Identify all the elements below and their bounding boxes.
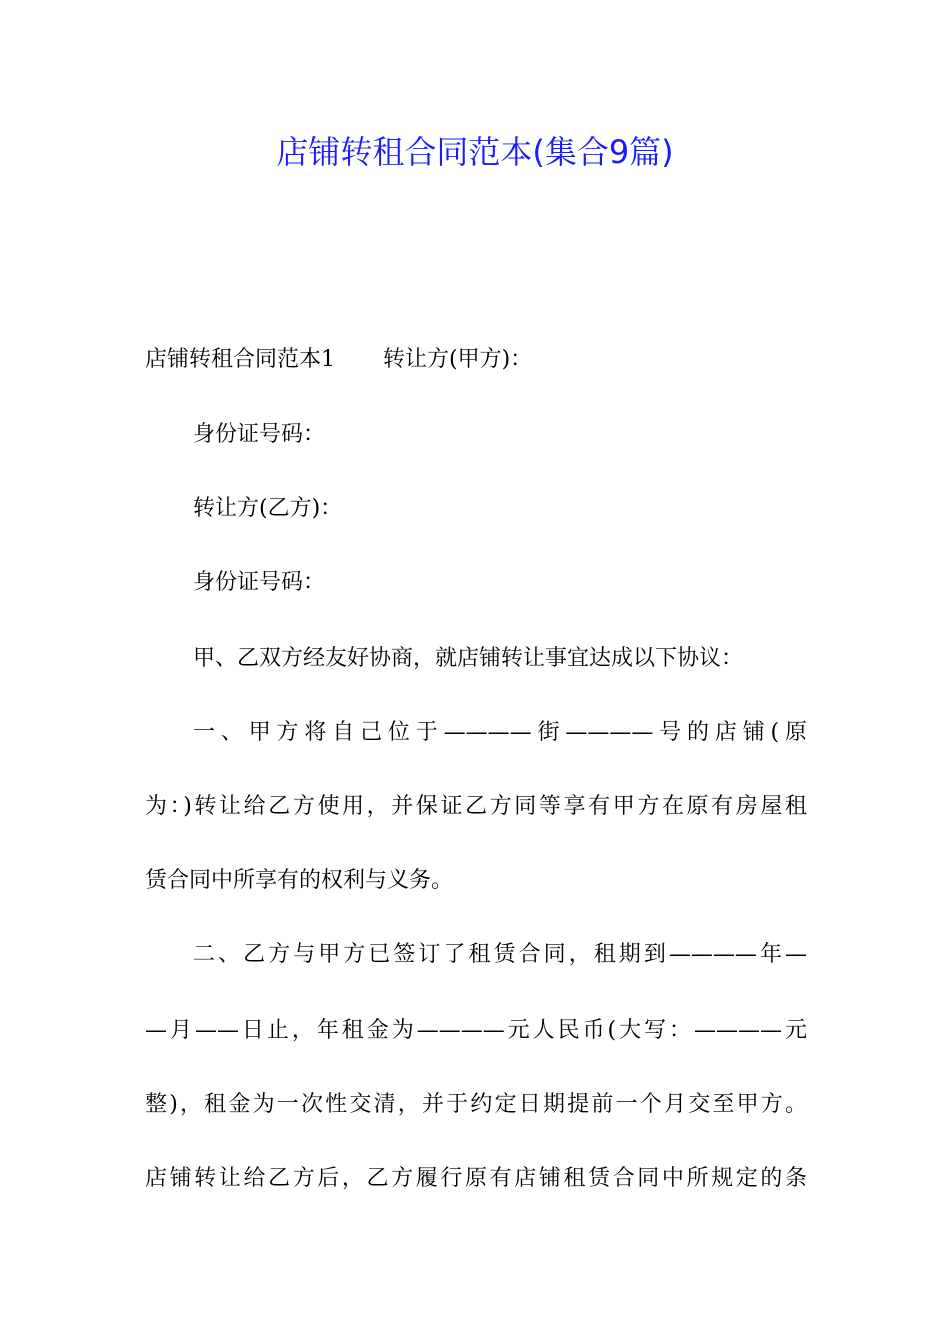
document-title: 店铺转租合同范本(集合9篇) xyxy=(276,133,674,171)
clause-1-line-3: 赁合同中所享有的权利与义务。 xyxy=(145,868,454,893)
party-a-label: 转让方(甲方)： xyxy=(383,347,533,372)
clause-1-line-1: 一、甲方将自己位于————街————号的店铺(原 xyxy=(193,720,807,745)
party-a-id: 身份证号码： xyxy=(193,422,326,447)
clause-1-line-2: 为：)转让给乙方使用，并保证乙方同等享有甲方在原有房屋租 xyxy=(145,794,807,819)
clause-2-line-3: 整)，租金为一次性交清，并于约定日期提前一个月交至甲方。 xyxy=(145,1092,807,1117)
contract-heading: 店铺转租合同范本1 xyxy=(145,347,335,372)
party-b-label: 转让方(乙方)： xyxy=(193,496,343,521)
heading-line xyxy=(145,345,532,375)
clause-2-line-1: 二、乙方与甲方已签订了租赁合同，租期到————年— xyxy=(193,942,807,967)
intro-paragraph: 甲、乙双方经友好协商，就店铺转让事宜达成以下协议： xyxy=(193,646,744,671)
party-b-id: 身份证号码： xyxy=(193,570,326,595)
clause-2-line-4: 店铺转让给乙方后，乙方履行原有店铺租赁合同中所规定的条 xyxy=(145,1166,807,1191)
clause-2-line-2: —月——日止，年租金为————元人民币(大写：————元 xyxy=(145,1018,807,1043)
